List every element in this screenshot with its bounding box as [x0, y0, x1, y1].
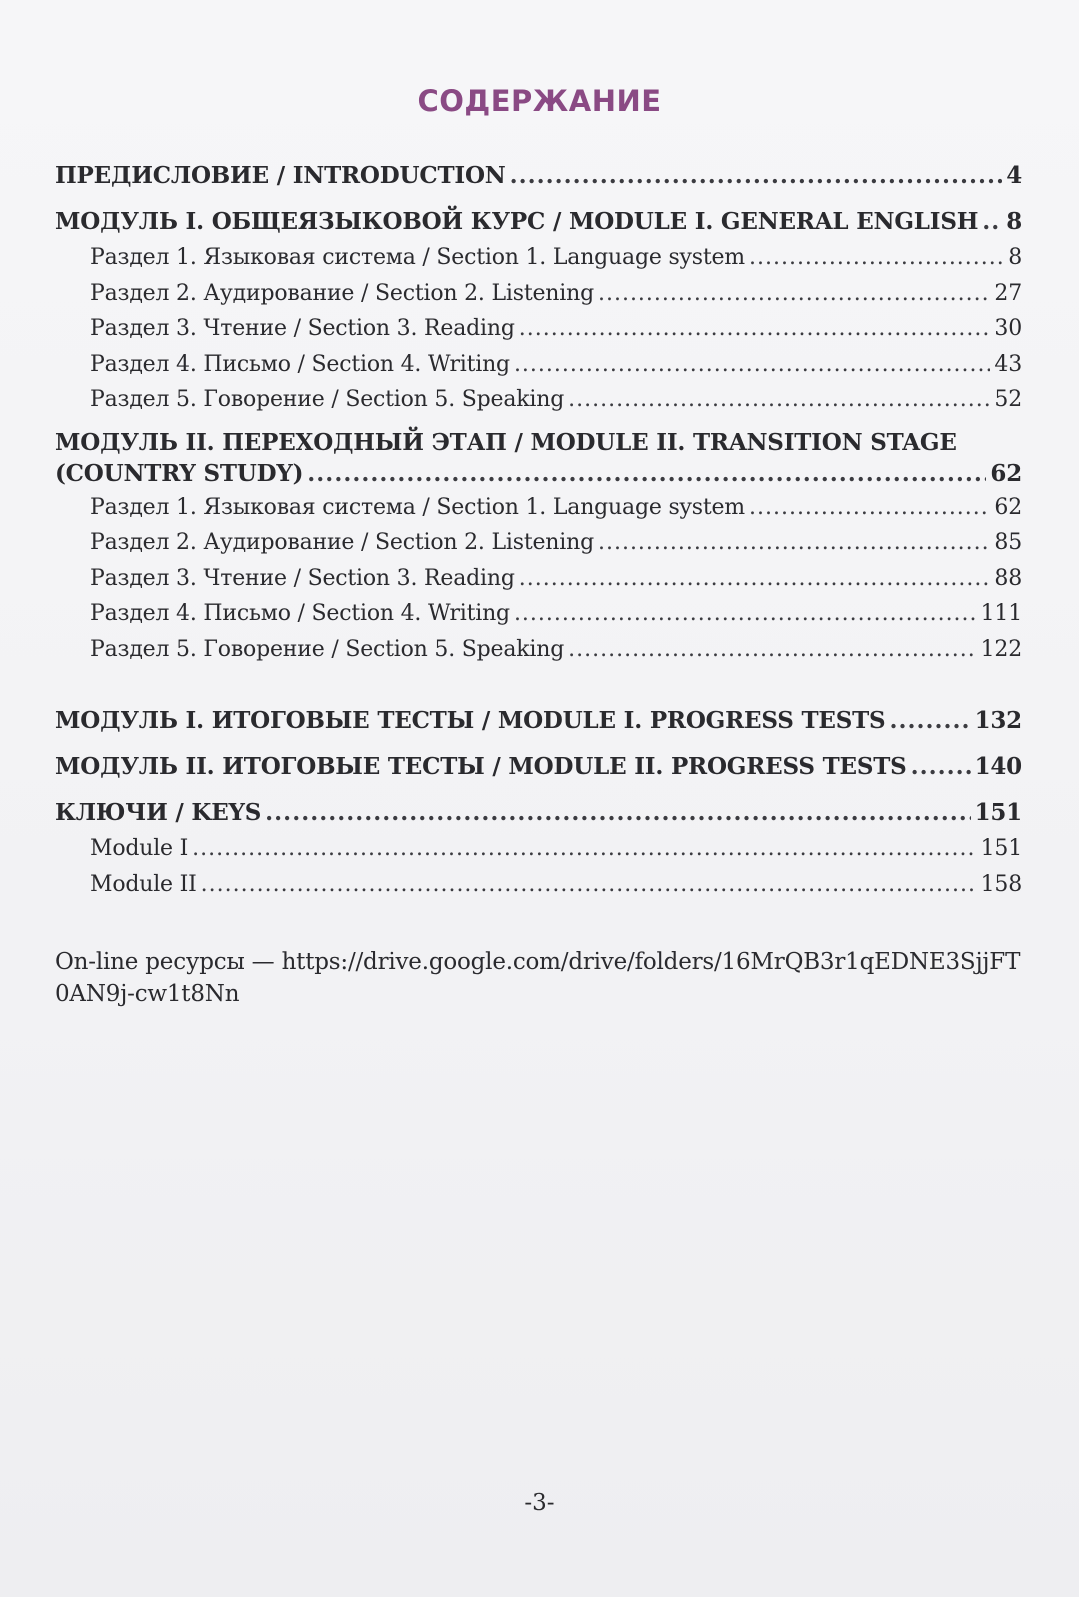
- toc-entry-tests1[interactable]: [55, 703, 1022, 739]
- toc-entry-label: Module I: [90, 836, 189, 861]
- toc-entry-label: Раздел 1. Языковая система / Section 1. Language system: [90, 245, 745, 270]
- toc-subentry[interactable]: [55, 867, 1022, 903]
- leader-dots: [201, 867, 977, 903]
- toc-entry-label: КЛЮЧИ / KEYS: [55, 799, 262, 826]
- toc-subentry[interactable]: [55, 382, 1022, 418]
- leader-dots: [749, 490, 990, 526]
- page-title: СОДЕРЖАНИЕ: [417, 84, 662, 118]
- toc-page-number: 88: [994, 565, 1022, 591]
- toc-entry-keys[interactable]: [55, 795, 1022, 831]
- table-of-contents: [55, 158, 1022, 902]
- toc-entry-label: Раздел 3. Чтение / Section 3. Reading: [90, 316, 515, 341]
- leader-dots: [982, 204, 1002, 240]
- toc-page-number: 43: [994, 351, 1022, 377]
- leader-dots: [192, 831, 976, 867]
- toc-subentry[interactable]: [55, 490, 1022, 526]
- toc-entry-module2-line1[interactable]: МОДУЛЬ II. ПЕРЕХОДНЫЙ ЭТАП / MODULE II. TRANSITION STAGE: [55, 428, 957, 456]
- leader-dots: [568, 382, 990, 418]
- online-resources-link[interactable]: On-line ресурсы — https://drive.google.com/drive/folders/16MrQB3r1qEDNE3SjjFT0AN9j-cw1t8Nn: [55, 949, 1021, 1007]
- toc-page-number: 62: [994, 494, 1022, 520]
- page-number: -3-: [524, 1490, 555, 1516]
- leader-dots: [307, 458, 986, 490]
- toc-page-number: 8: [1006, 208, 1022, 235]
- toc-entry-label: Раздел 2. Аудирование / Section 2. Listening: [90, 530, 594, 555]
- toc-entry-label: Module II: [90, 871, 197, 897]
- toc-entry-label: Раздел 4. Письмо / Section 4. Writing: [90, 601, 510, 626]
- toc-page-number: 30: [994, 316, 1022, 341]
- leader-dots: [519, 561, 991, 597]
- toc-page-number: 27: [994, 280, 1022, 306]
- toc-subentry[interactable]: [55, 831, 1022, 867]
- leader-dots: [514, 596, 977, 632]
- toc-page-number: 151: [980, 836, 1022, 861]
- toc-entry-label: МОДУЛЬ II. ИТОГОВЫЕ ТЕСТЫ / MODULE II. PROGRESS TESTS: [55, 753, 907, 780]
- spacer: [55, 667, 1022, 693]
- toc-entry-label: ПРЕДИСЛОВИЕ / INTRODUCTION: [55, 162, 506, 189]
- leader-dots: [749, 240, 1004, 276]
- toc-subentry[interactable]: [55, 276, 1022, 312]
- toc-page-number: 151: [974, 799, 1022, 826]
- toc-subentry[interactable]: [55, 632, 1022, 668]
- leader-dots: [911, 749, 971, 785]
- toc-page-number: 4: [1006, 162, 1022, 189]
- leader-dots: [519, 311, 991, 347]
- toc-subentry[interactable]: [55, 347, 1022, 383]
- toc-page-number: 62: [990, 459, 1022, 487]
- toc-page-number: 85: [994, 530, 1022, 555]
- leader-dots: [510, 158, 1003, 194]
- toc-page-number: 8: [1008, 245, 1022, 270]
- toc-page-number: 140: [974, 753, 1022, 780]
- toc-page-number: 52: [994, 387, 1022, 412]
- toc-entry-label: Раздел 5. Говорение / Section 5. Speaking: [90, 387, 565, 412]
- toc-entry-label: МОДУЛЬ I. ИТОГОВЫЕ ТЕСТЫ / MODULE I. PROGRESS TESTS: [55, 707, 886, 734]
- leader-dots: [598, 276, 990, 312]
- toc-page-number: 122: [980, 636, 1022, 662]
- toc-subentry[interactable]: [55, 525, 1022, 561]
- toc-page-number: 158: [980, 871, 1022, 897]
- leader-dots: [514, 347, 990, 383]
- toc-entry-tests2[interactable]: [55, 749, 1022, 785]
- toc-entry-label: Раздел 4. Письмо / Section 4. Writing: [90, 351, 510, 377]
- toc-page-number: 111: [980, 601, 1022, 626]
- toc-entry-label: Раздел 2. Аудирование / Section 2. Listening: [90, 280, 594, 306]
- toc-subentry[interactable]: [55, 311, 1022, 347]
- toc-entry-label: Раздел 1. Языковая система / Section 1. Language system: [90, 494, 745, 520]
- toc-subentry[interactable]: [55, 561, 1022, 597]
- leader-dots: [265, 795, 970, 831]
- toc-entry-label: Раздел 3. Чтение / Section 3. Reading: [90, 565, 515, 591]
- leader-dots: [568, 632, 976, 668]
- toc-entry-label: Раздел 5. Говорение / Section 5. Speaking: [90, 636, 565, 662]
- toc-page-number: 132: [974, 707, 1022, 734]
- toc-subentry[interactable]: [55, 240, 1022, 276]
- toc-entry-module1[interactable]: [55, 204, 1022, 240]
- toc-entry-module2[interactable]: [55, 458, 1022, 490]
- leader-dots: [598, 525, 990, 561]
- leader-dots: [889, 703, 970, 739]
- toc-entry-label: МОДУЛЬ I. ОБЩЕЯЗЫКОВОЙ КУРС / MODULE I. GENERAL ENGLISH: [55, 208, 979, 235]
- toc-entry-label: (COUNTRY STUDY): [55, 459, 304, 487]
- toc-subentry[interactable]: [55, 596, 1022, 632]
- toc-entry-intro[interactable]: [55, 158, 1022, 194]
